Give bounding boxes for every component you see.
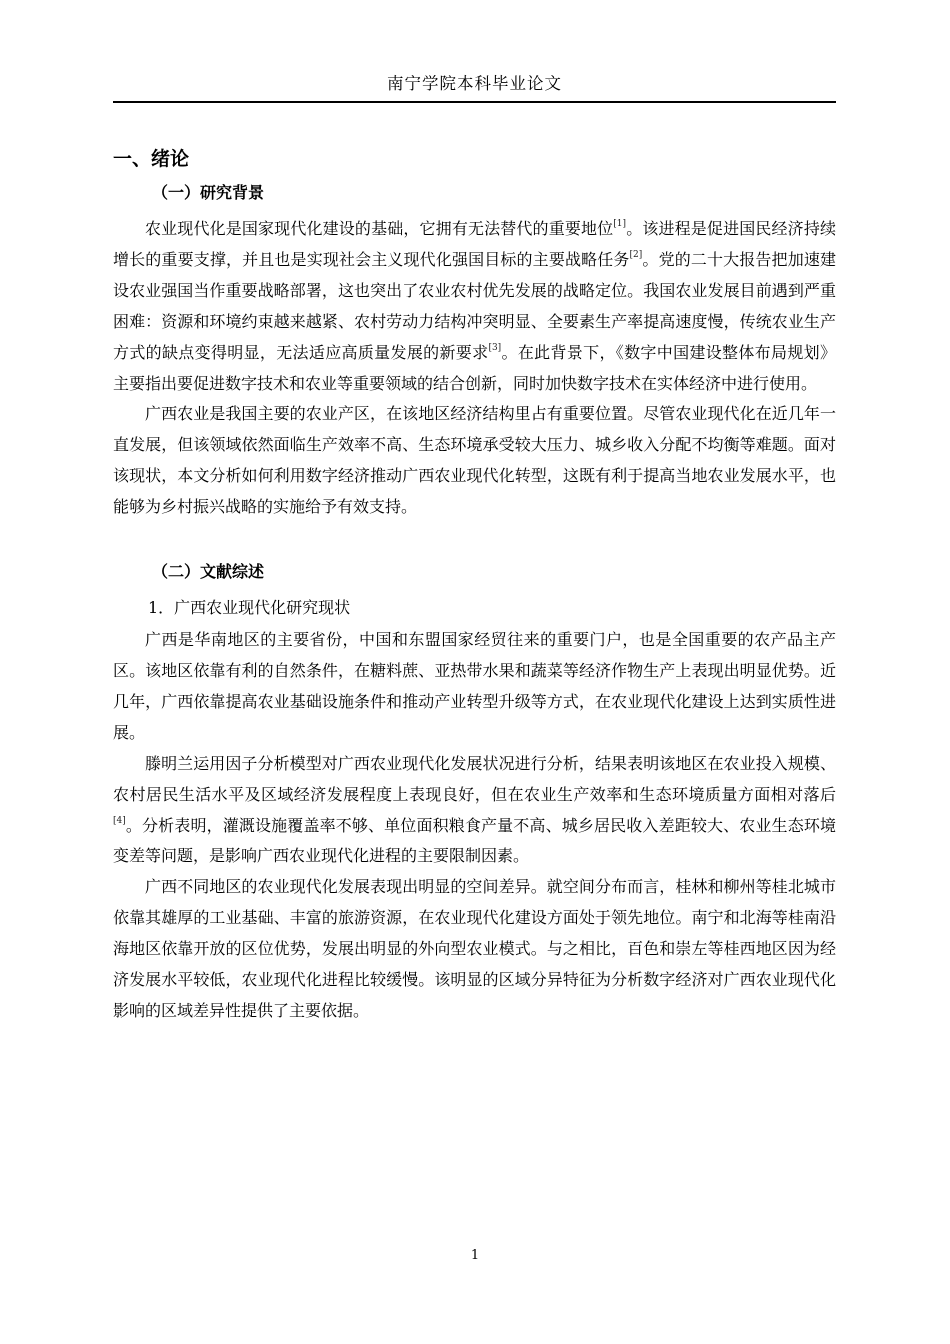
- document-body: [113, 140, 836, 1027]
- citation-ref: [4]: [113, 815, 126, 826]
- subsubsection-title: 1．广西农业现代化研究现状: [148, 598, 351, 618]
- citation-ref: [1]: [613, 219, 627, 229]
- citation-ref: [3]: [488, 342, 502, 353]
- paragraph: 滕明兰运用因子分析模型对广西农业现代化发展状况进行分析，结果表明该地区在农业投入规模、农村居民生活水平及区域经济发展程度上表现良好，但在农业生产效率和生态环境质量方面相对落后[4]。分析表明，灌溉设施覆盖率不够、单位面积粮食产量不高、城乡居民收入差距较大、农业生态环境变差等问题，是影响广西农业现代化进程的主要限制因素。: [113, 753, 836, 866]
- paragraph: 广西是华南地区的主要省份，中国和东盟国家经贸往来的重要门户，也是全国重要的农产品主产区。该地区依靠有利的自然条件，在糖料蔗、亚热带水果和蔬菜等经济作物生产上表现出明显优势。近几年，广西依靠提高农业基础设施条件和推动产业转型升级等方式，在农业现代化建设上达到实质性进展。: [113, 630, 836, 742]
- header-rule: [113, 101, 836, 103]
- subsection-title-background: （一）研究背景: [152, 183, 265, 202]
- running-header: 南宁学院本科毕业论文: [387, 74, 562, 93]
- paragraph: 广西农业是我国主要的农业产区，在该地区经济结构里占有重要位置。尽管农业现代化在近几年一直发展，但该领域依然面临生产效率不高、生态环境承受较大压力、城乡收入分配不均衡等难题。面对该现状，本文分析如何利用数字经济推动广西农业现代化转型，这既有利于提高当地农业发展水平，也能够为乡村振兴战略的实施给予有效支持。: [113, 404, 836, 517]
- citation-ref: [2]: [629, 249, 643, 260]
- paragraph: 广西不同地区的农业现代化发展表现出明显的空间差异。就空间分布而言，桂林和柳州等桂北城市依靠其雄厚的工业基础、丰富的旅游资源，在农业现代化建设方面处于领先地位。南宁和北海等桂南沿海地区依靠开放的区位优势，发展出明显的外向型农业模式。与之相比，百色和崇左等桂西地区因为经济发展水平较低，农业现代化进程比较缓慢。该明显的区域分异特征为分析数字经济对广西农业现代化影响的区域差异性提供了主要依据。: [113, 877, 836, 1020]
- subsection-title-literature-review: （二）文献综述: [152, 562, 265, 582]
- page-number: 1: [470, 1248, 480, 1263]
- paragraph: 农业现代化是国家现代化建设的基础，它拥有无法替代的重要地位[1]。该进程是促进国民经济持续增长的重要支撑，并且也是实现社会主义现代化强国目标的主要战略任务[2]。党的二十大报告把加速建设农业强国当作重要战略部署，这也突出了农业农村优先发展的战略定位。我国农业发展目前遇到严重困难：资源和环境约束越来越紧、农村劳动力结构冲突明显、全要素生产率提高速度慢，传统农业生产方式的缺点变得明显，无法适应高质量发展的新要求[3]。在此背景下，《数字中国建设整体布局规划》主要指出要促进数字技术和农业等重要领域的结合创新，同时加快数字技术在实体经济中进行使用。: [113, 219, 836, 393]
- section-title: 一、绪论: [113, 148, 190, 170]
